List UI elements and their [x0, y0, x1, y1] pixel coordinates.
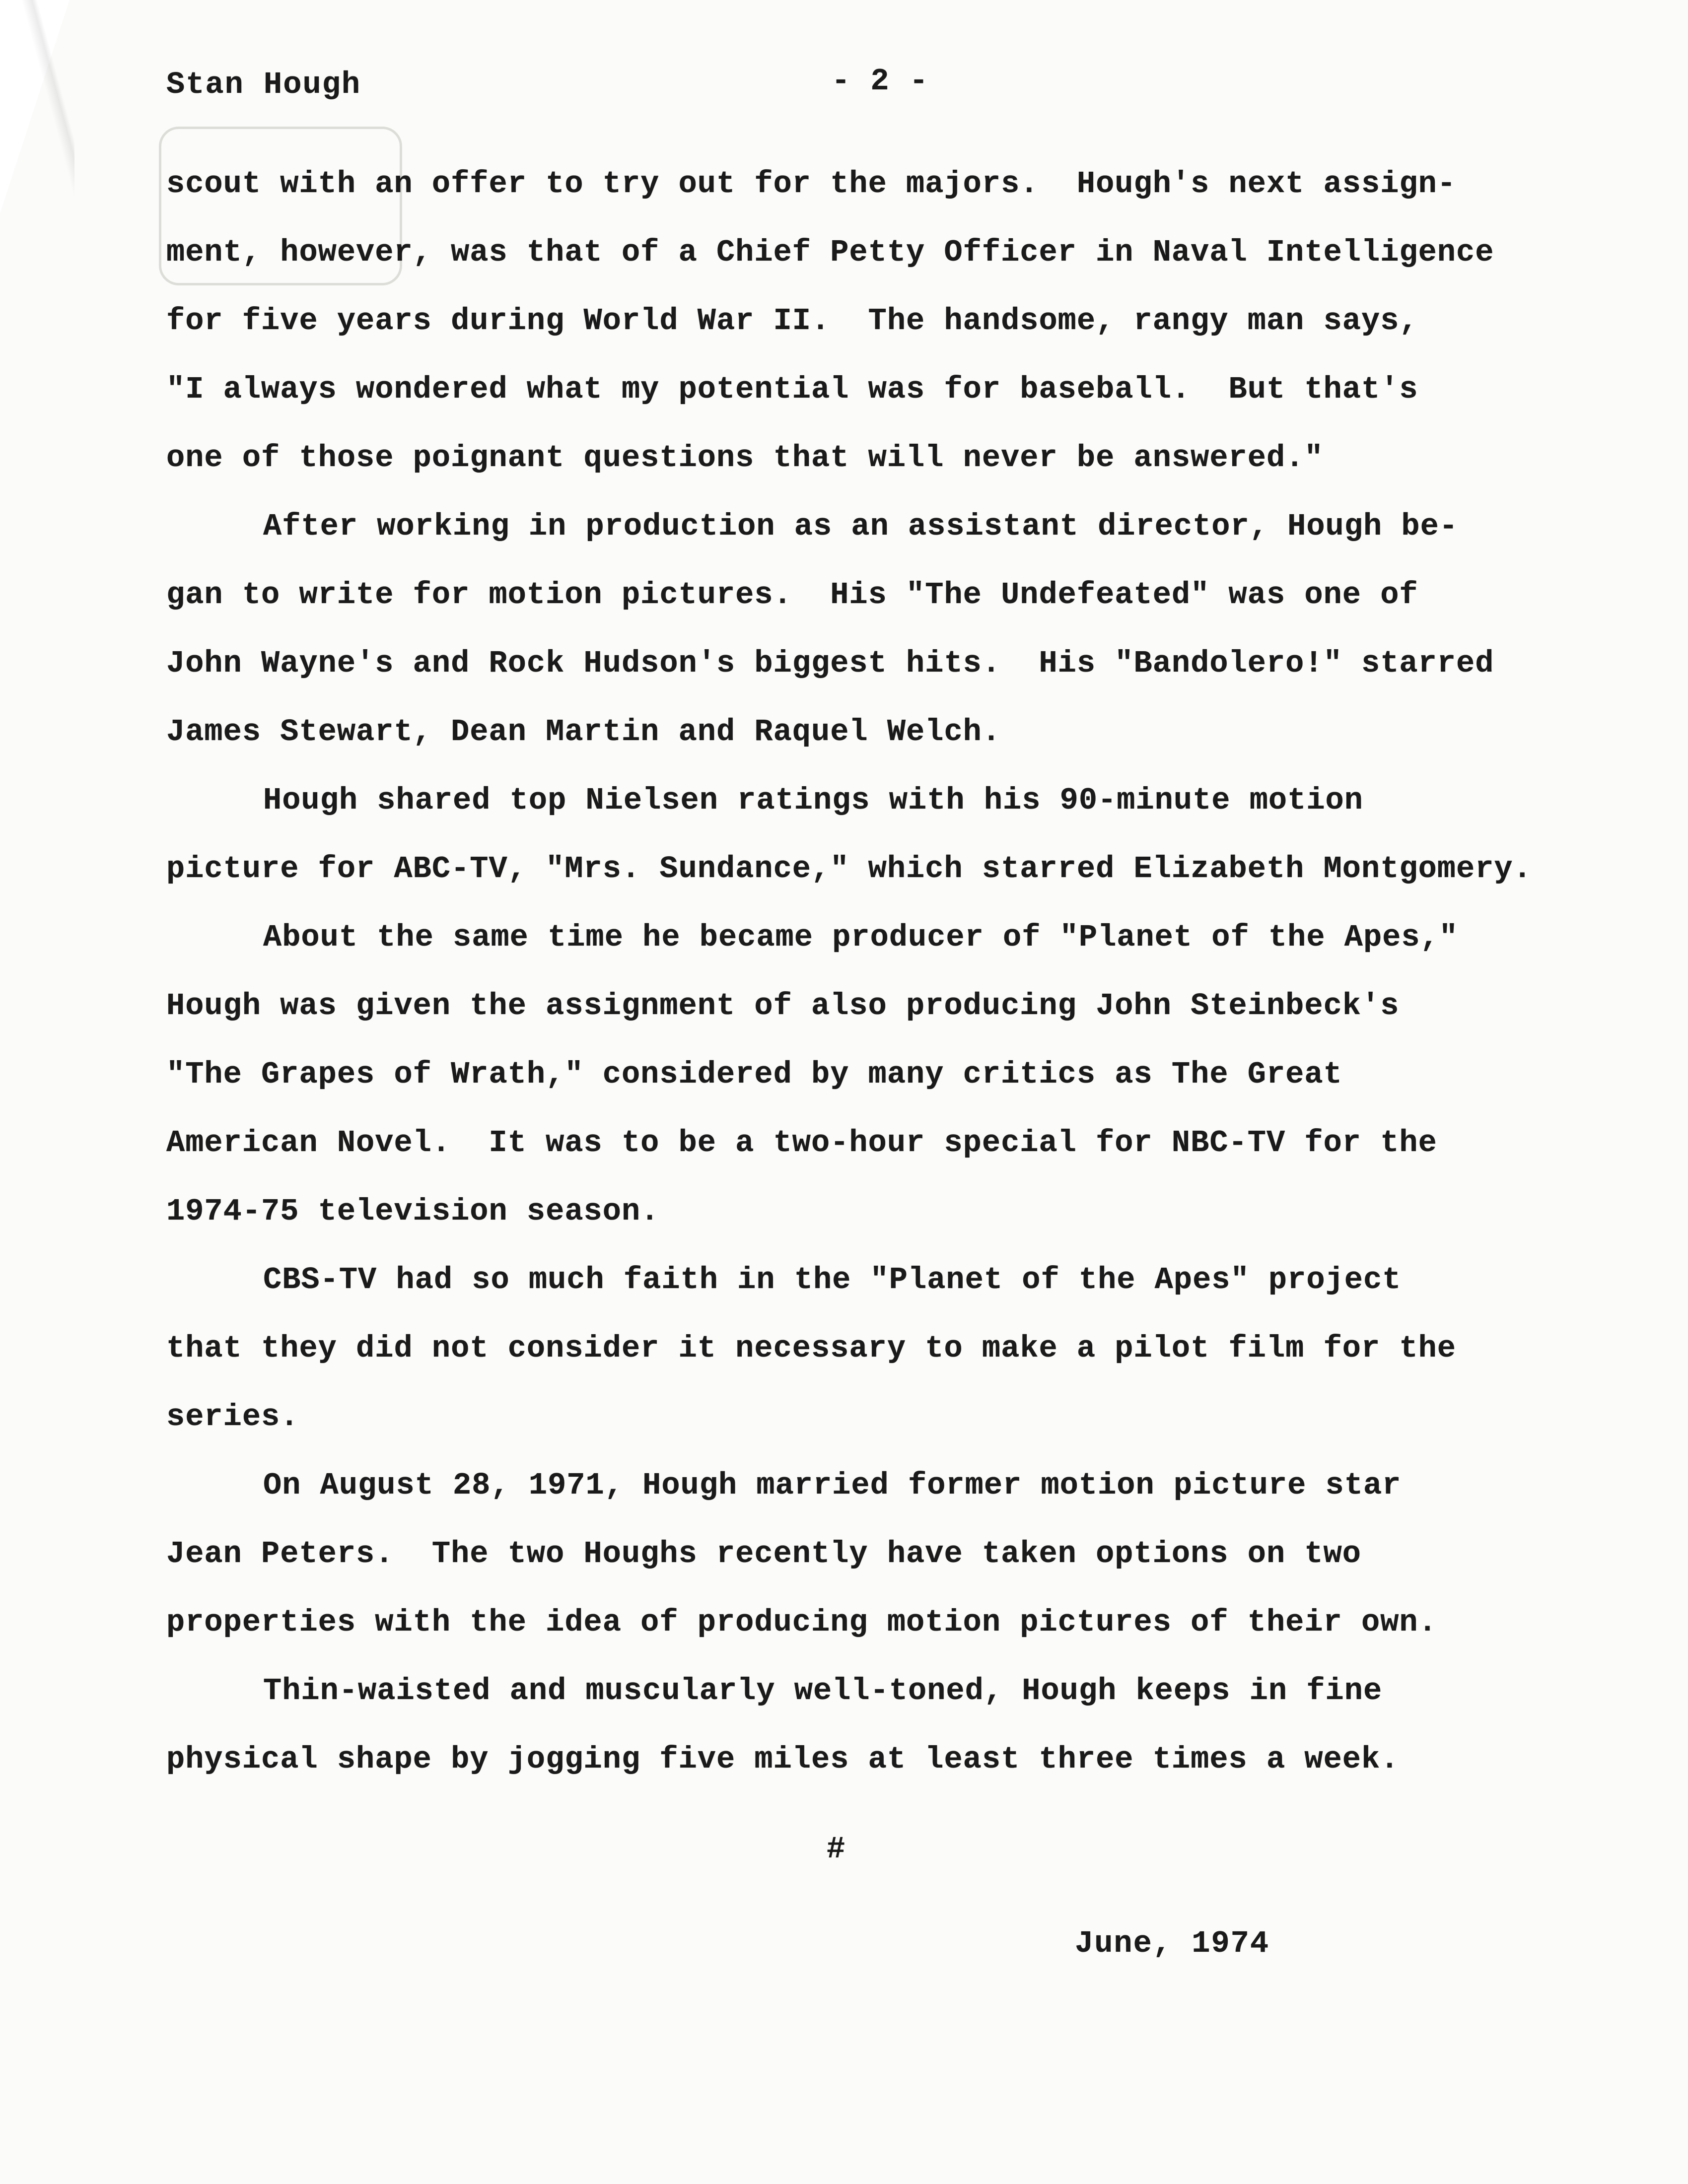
corner-shadow — [0, 0, 74, 218]
text-line: picture for ABC-TV, "Mrs. Sundance," which starred Elizabeth Montgomery. — [166, 851, 1532, 887]
paragraph-start-line: CBS-TV had so much faith in the "Planet of the Apes" project — [263, 1262, 1402, 1297]
text-line: John Wayne's and Rock Hudson's biggest hits. His "Bandolero!" starred — [166, 646, 1494, 681]
text-line: "I always wondered what my potential was for baseball. But that's — [166, 372, 1418, 407]
page-number: - 2 - — [832, 64, 929, 99]
paragraph-start-line: Thin-waisted and muscularly well-toned, Hough keeps in fine — [263, 1673, 1383, 1708]
end-mark: # — [827, 1832, 846, 1867]
text-line: Jean Peters. The two Houghs recently have taken options on two — [166, 1536, 1361, 1571]
text-line: that they did not consider it necessary to make a pilot film for the — [166, 1331, 1457, 1366]
text-line: properties with the idea of producing motion pictures of their own. — [166, 1605, 1437, 1640]
text-line: ment, however, was that of a Chief Petty Officer in Naval Intelligence — [166, 235, 1494, 270]
text-line: James Stewart, Dean Martin and Raquel Welch. — [166, 714, 1001, 750]
text-line: gan to write for motion pictures. His "The Undefeated" was one of — [166, 577, 1418, 613]
text-line: one of those poignant questions that will never be answered." — [166, 440, 1324, 476]
paragraph-start-line: On August 28, 1971, Hough married former motion picture star — [263, 1468, 1402, 1503]
dateline: June, 1974 — [1075, 1926, 1270, 1961]
paragraph-start-line: Hough shared top Nielsen ratings with his 90-minute motion — [263, 783, 1363, 818]
paragraph-start-line: After working in production as an assistant director, Hough be- — [263, 509, 1458, 544]
text-line: for five years during World War II. The handsome, rangy man says, — [166, 303, 1418, 339]
text-line: "The Grapes of Wrath," considered by many critics as The Great — [166, 1057, 1342, 1092]
body-text — [166, 166, 1631, 1810]
text-line: scout with an offer to try out for the majors. Hough's next assign- — [166, 166, 1457, 202]
text-line: Hough was given the assignment of also producing John Steinbeck's — [166, 988, 1400, 1024]
paragraph-start-line: About the same time he became producer of "Planet of the Apes," — [263, 920, 1458, 955]
header-name: Stan Hough — [166, 67, 361, 102]
text-line: series. — [166, 1399, 299, 1434]
text-line: American Novel. It was to be a two-hour special for NBC-TV for the — [166, 1125, 1437, 1160]
text-line: 1974-75 television season. — [166, 1194, 660, 1229]
text-line: physical shape by jogging five miles at least three times a week. — [166, 1742, 1400, 1777]
